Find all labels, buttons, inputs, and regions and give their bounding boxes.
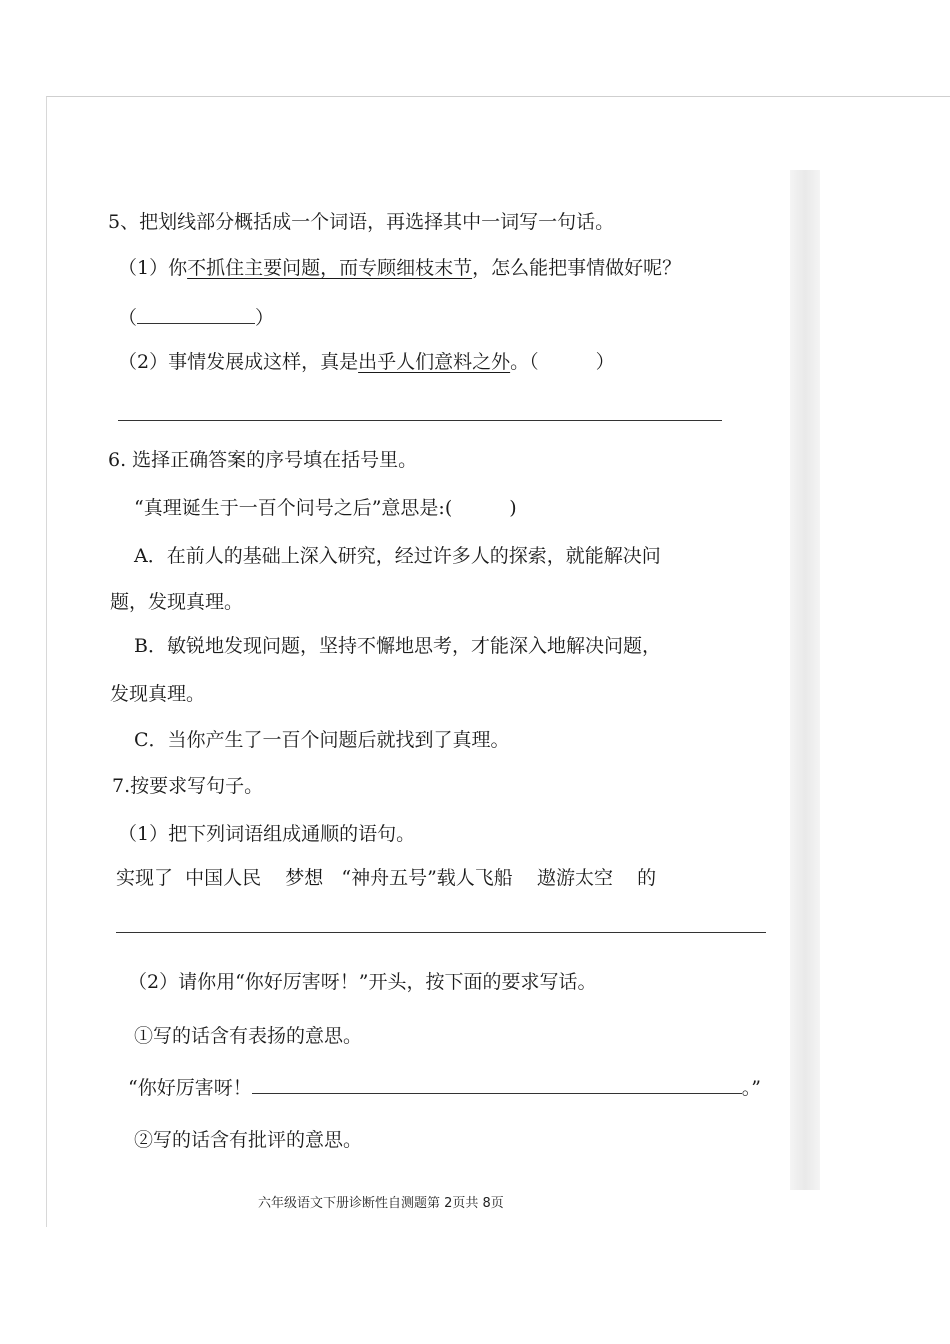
q6-option-a-line2: 题，发现真理。	[110, 591, 244, 613]
q5-s2-underlined: 出乎人们意料之外	[358, 351, 511, 373]
q7-heading: 7.按要求写句子。	[112, 775, 264, 797]
q5-s2-prefix: （2）事情发展成这样，真是	[118, 351, 359, 373]
q6-option-b-line1: B．敏锐地发现问题，坚持不懈地思考，才能深入地解决问题，	[134, 635, 661, 657]
q5-s1-underlined: 不抓住主要问题，而专顾细枝末节	[187, 257, 473, 279]
q5-s1-prefix: （1）你	[118, 257, 188, 279]
q6-heading: 6. 选择正确答案的序号填在括号里。	[108, 449, 418, 471]
show-through-shadow	[790, 170, 820, 1190]
q5-heading: 5、把划线部分概括成一个词语，再选择其中一词写一句话。	[108, 211, 615, 233]
q7-r1-end: 。”	[741, 1077, 761, 1099]
q7-part-1: （1）把下列词语组成通顺的语句。	[118, 823, 416, 845]
q5-s1-answer-close: ）	[255, 307, 275, 329]
q7-r1-answer-blank[interactable]	[252, 1075, 742, 1094]
page-footer: 六年级语文下册诊断性自测题第 2页共 8页	[258, 1196, 504, 1211]
q5-sentence-1	[118, 254, 681, 282]
q7-part-2: （2）请你用“你好厉害呀！”开头，按下面的要求写话。	[128, 971, 597, 993]
q5-s2-suffix: 。（ ）	[510, 351, 615, 373]
q5-s1-suffix: ，怎么能把事情做好呢？	[472, 257, 682, 279]
q7-requirement-1: ①写的话含有表扬的意思。	[134, 1025, 363, 1047]
q7-requirement-2: ②写的话含有批评的意思。	[134, 1129, 363, 1151]
q5-s1-answer	[118, 304, 274, 332]
q6-option-a-line1: A．在前人的基础上深入研究，经过许多人的探索，就能解决问	[134, 545, 661, 567]
q7-r1-start: “你好厉害呀！	[128, 1077, 252, 1099]
q7-r1-answer	[128, 1074, 761, 1102]
q5-s1-answer-blank[interactable]	[137, 305, 255, 324]
q6-option-c: C．当你产生了一百个问题后就找到了真理。	[134, 729, 510, 751]
q5-writing-line[interactable]	[118, 420, 722, 421]
q5-sentence-2	[118, 348, 615, 376]
q7-part-1-answer-line[interactable]	[116, 932, 766, 933]
q6-option-b-line2: 发现真理。	[110, 683, 206, 705]
q7-word-list: 实现了 中国人民 梦想 “神舟五号”载人飞船 遨游太空 的	[116, 867, 657, 889]
q6-prompt: “真理诞生于一百个问号之后”意思是:( )	[134, 497, 517, 519]
q5-s1-answer-open: （	[118, 307, 138, 329]
